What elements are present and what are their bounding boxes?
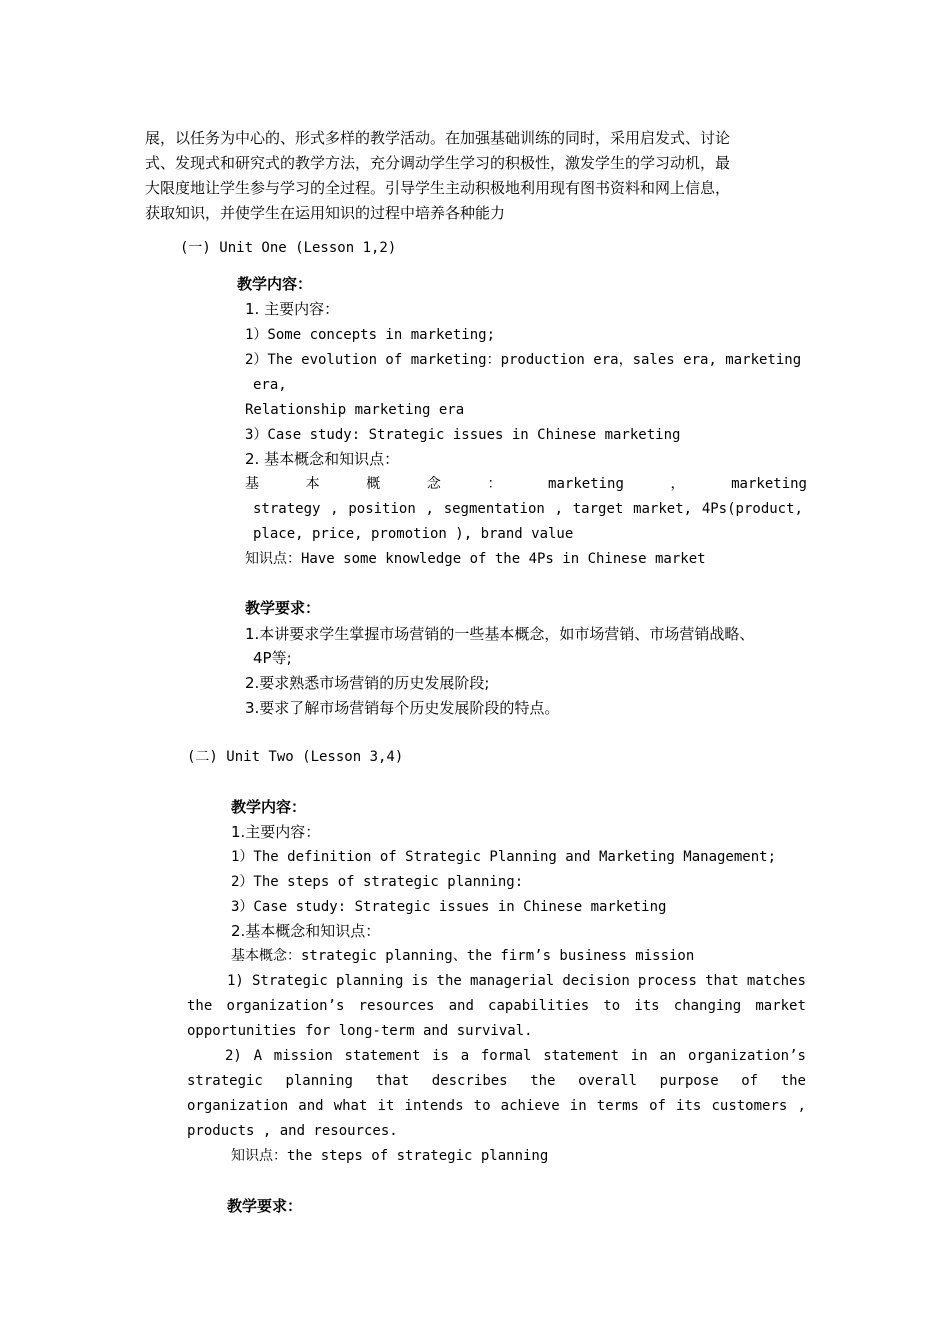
text-token: what <box>333 1098 368 1114</box>
unit-one-req-2: 2.要求熟悉市场营销的历史发展阶段; <box>245 674 490 692</box>
text-token: market, <box>633 501 693 517</box>
text-token: , <box>797 1098 806 1114</box>
text-token: to <box>603 998 621 1014</box>
unit-two-item-1: 1）The definition of Strategic Planning and Marketing Management; <box>231 849 777 865</box>
text-token: organization’s <box>687 1048 806 1064</box>
text-token: decision <box>562 973 630 989</box>
text-token: matches <box>746 973 806 989</box>
unit-two-content-title: 教学内容： <box>231 798 307 816</box>
text-token: customers <box>711 1098 788 1114</box>
text-token: its <box>634 998 660 1014</box>
text-token: organization’s <box>226 998 345 1014</box>
unit-one-req-title: 教学要求： <box>245 599 321 617</box>
text-token: of <box>741 1073 759 1089</box>
text-token: overall <box>578 1073 638 1089</box>
text-token: mission <box>273 1048 333 1064</box>
text-token: is <box>432 1048 449 1064</box>
text-token: a <box>460 1048 470 1064</box>
text-token: changing <box>673 998 742 1014</box>
text-token: and <box>448 998 474 1014</box>
text-token: an <box>659 1048 677 1064</box>
text-token: 本 <box>305 476 320 492</box>
text-token: 2) <box>225 1048 242 1064</box>
intro-line-2: 式、发现式和研究式的教学方法，充分调动学生学习的积极性，激发学生的学习动机，最 <box>145 154 731 172</box>
unit-one-req-3: 3.要求了解市场营销每个历史发展阶段的特点。 <box>245 699 560 717</box>
unit-two-concepts: 基本概念：strategic planning、the firm’s business mission <box>231 948 695 964</box>
intro-line-4: 获取知识，并使学生在运用知识的过程中培养各种能力 <box>145 204 506 222</box>
text-token: describes <box>431 1073 508 1089</box>
text-token: Strategic <box>251 973 328 989</box>
text-token: it <box>377 1098 395 1114</box>
text-token: 1) <box>227 973 244 989</box>
text-token: resources <box>358 998 435 1014</box>
unit-one-req-1-cont: 4P等; <box>253 649 292 667</box>
unit-one-item-2-cont: era, <box>253 377 287 393</box>
text-token: managerial <box>469 973 555 989</box>
text-token: of <box>649 1098 666 1114</box>
text-token: formal <box>480 1048 532 1064</box>
text-token: planning <box>335 973 404 989</box>
unit-one-concepts-title: 2. 基本概念和知识点： <box>245 450 400 468</box>
text-token: 4Ps(product, <box>701 501 803 517</box>
unit-one-knowledge: 知识点：Have some knowledge of the 4Ps in Chinese market <box>245 551 706 567</box>
unit-two-def-1-line-3: opportunities for long-term and survival. <box>187 1023 533 1039</box>
text-token: that <box>375 1073 410 1089</box>
text-token: segmentation <box>443 501 545 517</box>
text-token: , <box>330 501 339 517</box>
text-token: in <box>569 1098 587 1114</box>
text-token: marketing <box>548 476 624 492</box>
text-token: that <box>705 973 739 989</box>
text-token: planning <box>285 1073 353 1089</box>
unit-two-def-2-line-1 <box>225 1046 806 1066</box>
unit-one-concepts-line-3: place, price, promotion ), brand value <box>253 526 574 542</box>
text-token: strategic <box>187 1073 263 1089</box>
unit-two-req-title: 教学要求： <box>227 1197 303 1215</box>
text-token: in <box>630 1048 648 1064</box>
unit-two-def-2-line-4: products , and resources. <box>187 1123 398 1139</box>
text-token: process <box>637 973 697 989</box>
text-token: , <box>425 501 434 517</box>
unit-two-def-1-line-1 <box>227 971 806 991</box>
unit-two-item-2: 2）The steps of strategic planning: <box>231 874 524 890</box>
unit-one-content-title: 教学内容： <box>237 275 313 293</box>
text-token: achieve <box>500 1098 560 1114</box>
intro-line-3: 大限度地让学生参与学习的全过程。引导学生主动积极地利用现有图书资料和网上信息， <box>145 179 731 197</box>
unit-two-item-3: 3）Case study: Strategic issues in Chinese marketing <box>231 899 667 915</box>
unit-one-item-3: 3）Case study: Strategic issues in Chinese marketing <box>245 427 681 443</box>
unit-one-concepts-line-1 <box>245 474 807 494</box>
intro-line-1: 展，以任务为中心的、形式多样的教学活动。在加强基础训练的同时，采用启发式、讨论 <box>145 129 731 147</box>
text-token: A <box>253 1048 263 1064</box>
text-token: organization <box>187 1098 289 1114</box>
unit-two-knowledge: 知识点：the steps of strategic planning <box>231 1148 549 1164</box>
text-token: 念 <box>426 476 441 492</box>
unit-two-concepts-title: 2.基本概念和知识点： <box>231 922 381 940</box>
unit-one-item-2: 2）The evolution of marketing：production era，sales era, marketing <box>245 352 802 368</box>
unit-one-req-1: 1.本讲要求学生掌握市场营销的一些基本概念，如市场营销、市场营销战略、 <box>245 625 755 643</box>
unit-two-heading: (二) Unit Two (Lesson 3,4) <box>187 749 404 765</box>
text-token: ： <box>487 476 502 492</box>
unit-one-item-2-tail: Relationship marketing era <box>245 402 465 418</box>
unit-two-main-title: 1.主要内容： <box>231 823 321 841</box>
unit-two-def-2-line-2 <box>187 1071 806 1091</box>
text-token: statement <box>344 1048 421 1064</box>
text-token: the <box>780 1073 806 1089</box>
unit-one-heading: (一) Unit One (Lesson 1,2) <box>180 240 397 256</box>
text-token: to <box>473 1098 491 1114</box>
text-token: target <box>572 501 624 517</box>
text-token: statement <box>543 1048 620 1064</box>
text-token: terms <box>596 1098 639 1114</box>
text-token: the <box>530 1073 556 1089</box>
unit-one-item-1: 1）Some concepts in marketing; <box>245 327 496 343</box>
text-token: capabilities <box>488 998 590 1014</box>
text-token: , <box>554 501 564 517</box>
text-token: marketing <box>731 476 807 492</box>
text-token: ， <box>670 476 685 492</box>
text-token: market <box>755 998 806 1014</box>
text-token: and <box>298 1098 324 1114</box>
text-token: the <box>187 998 213 1014</box>
text-token: 基 <box>245 476 259 492</box>
unit-one-concepts-line-2 <box>253 499 803 519</box>
text-token: its <box>676 1098 702 1114</box>
unit-one-main-title: 1. 主要内容： <box>245 300 340 318</box>
text-token: the <box>436 973 462 989</box>
text-token: purpose <box>659 1073 719 1089</box>
text-token: intends <box>404 1098 464 1114</box>
text-token: strategy <box>253 501 321 517</box>
unit-two-def-2-line-3 <box>187 1096 806 1116</box>
text-token: is <box>411 973 429 989</box>
text-token: 概 <box>366 476 381 492</box>
unit-two-def-1-line-2 <box>187 996 806 1016</box>
text-token: position <box>348 501 416 517</box>
